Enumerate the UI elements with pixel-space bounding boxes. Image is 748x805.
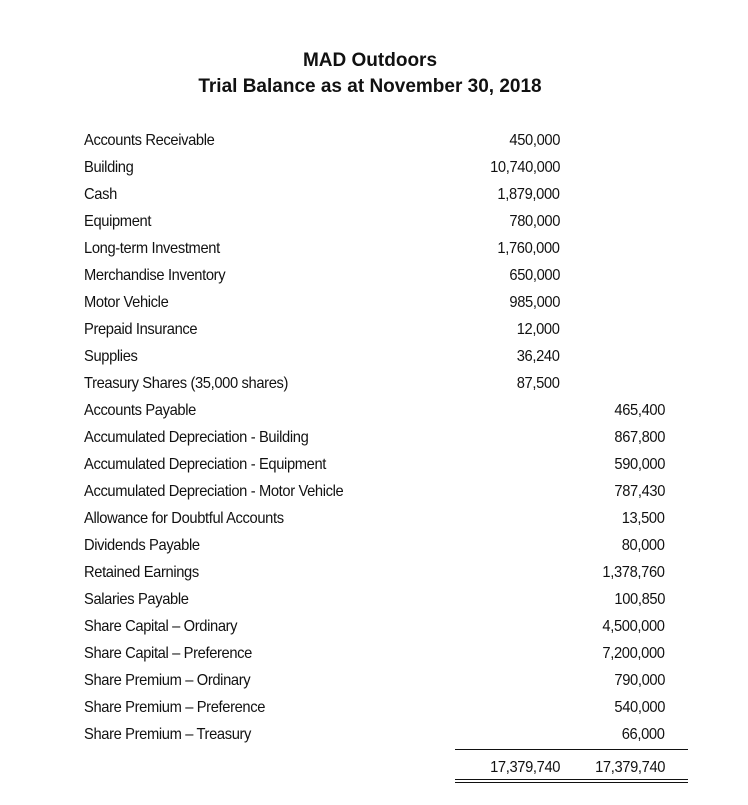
credit-amount: 100,850 xyxy=(614,591,665,608)
table-row xyxy=(84,262,704,289)
account-name: Cash xyxy=(84,186,117,203)
credit-amount: 7,200,000 xyxy=(602,645,665,662)
debit-amount: 10,740,000 xyxy=(489,159,560,176)
table-row xyxy=(84,208,704,235)
debit-amount: 87,500 xyxy=(517,375,560,392)
account-name: Prepaid Insurance xyxy=(84,321,198,338)
account-name: Retained Earnings xyxy=(84,564,199,581)
account-name: Treasury Shares (35,000 shares) xyxy=(84,375,289,392)
total-double-rule xyxy=(455,779,688,783)
account-name: Accumulated Depreciation - Building xyxy=(84,429,309,446)
table-row xyxy=(84,694,704,721)
debit-amount: 1,760,000 xyxy=(497,240,560,257)
credit-amount: 867,800 xyxy=(614,429,665,446)
table-row xyxy=(84,721,704,748)
debit-amount: 12,000 xyxy=(517,321,560,338)
account-name: Supplies xyxy=(84,348,138,365)
table-row xyxy=(84,532,704,559)
subtotal-rule xyxy=(455,749,688,750)
account-name: Allowance for Doubtful Accounts xyxy=(84,510,284,527)
credit-amount: 790,000 xyxy=(614,672,665,689)
account-name: Share Premium – Ordinary xyxy=(84,672,251,689)
account-name: Equipment xyxy=(84,213,152,230)
debit-amount: 780,000 xyxy=(509,213,560,230)
debit-amount: 985,000 xyxy=(509,294,560,311)
table-row xyxy=(84,586,704,613)
credit-amount: 540,000 xyxy=(614,699,665,716)
credit-amount: 80,000 xyxy=(622,537,665,554)
account-name: Dividends Payable xyxy=(84,537,200,554)
table-row xyxy=(84,370,704,397)
table-row xyxy=(84,559,704,586)
account-name: Building xyxy=(84,159,134,176)
credit-amount: 13,500 xyxy=(622,510,665,527)
account-name: Share Premium – Treasury xyxy=(84,726,252,743)
table-row xyxy=(84,424,704,451)
table-row xyxy=(84,343,704,370)
table-row xyxy=(84,181,704,208)
account-name: Motor Vehicle xyxy=(84,294,169,311)
table-row xyxy=(84,478,704,505)
credit-amount: 1,378,760 xyxy=(602,564,665,581)
account-name: Share Premium – Preference xyxy=(84,699,266,716)
account-name: Accounts Receivable xyxy=(84,132,215,149)
table-row xyxy=(84,397,704,424)
table-row xyxy=(84,451,704,478)
table-row xyxy=(84,505,704,532)
credit-amount: 66,000 xyxy=(622,726,665,743)
report-title: Trial Balance as at November 30, 2018 xyxy=(198,76,542,97)
company-name: MAD Outdoors xyxy=(302,50,438,71)
account-name: Share Capital – Ordinary xyxy=(84,618,238,635)
account-name: Accumulated Depreciation - Motor Vehicle xyxy=(84,483,344,500)
account-name: Accumulated Depreciation - Equipment xyxy=(84,456,327,473)
table-row xyxy=(84,667,704,694)
totals-row xyxy=(84,754,704,781)
debit-amount: 1,879,000 xyxy=(497,186,560,203)
credit-amount: 4,500,000 xyxy=(602,618,665,635)
total-credit: 17,379,740 xyxy=(594,759,665,776)
credit-amount: 465,400 xyxy=(614,402,665,419)
debit-amount: 650,000 xyxy=(509,267,560,284)
table-row xyxy=(84,640,704,667)
account-name: Accounts Payable xyxy=(84,402,196,419)
credit-amount: 787,430 xyxy=(614,483,665,500)
account-name: Long-term Investment xyxy=(84,240,220,257)
table-row xyxy=(84,154,704,181)
total-debit: 17,379,740 xyxy=(489,759,560,776)
debit-amount: 36,240 xyxy=(517,348,560,365)
table-row xyxy=(84,613,704,640)
account-name: Share Capital – Preference xyxy=(84,645,253,662)
table-row xyxy=(84,235,704,262)
table-row xyxy=(84,316,704,343)
table-row xyxy=(84,127,704,154)
table-row xyxy=(84,289,704,316)
account-name: Salaries Payable xyxy=(84,591,189,608)
debit-amount: 450,000 xyxy=(509,132,560,149)
account-name: Merchandise Inventory xyxy=(84,267,226,284)
credit-amount: 590,000 xyxy=(614,456,665,473)
